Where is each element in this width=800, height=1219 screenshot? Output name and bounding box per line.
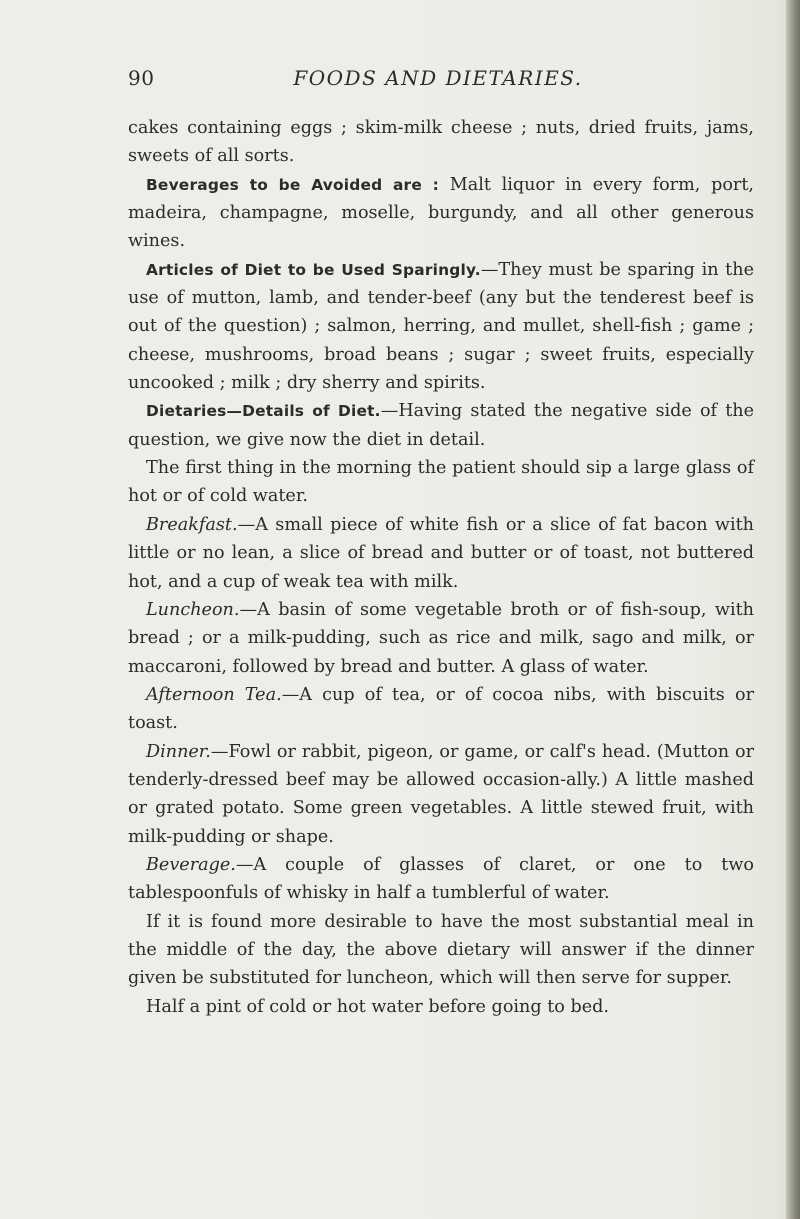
running-title: FOODS AND DIETARIES. — [293, 66, 583, 90]
paragraph: Beverage.—A couple of glasses of claret, or one to two tablespoonfuls of whisky in half a tumblerful of water. — [128, 854, 754, 904]
page-edge — [786, 0, 800, 1219]
meal-label: Afternoon Tea. — [146, 684, 282, 705]
run-in-heading: Articles of Diet to be Used Sparingly. — [146, 260, 481, 279]
paragraph: Afternoon Tea.—A cup of tea, or of cocoa nibs, with biscuits or toast. — [128, 684, 755, 734]
paragraph: Dietaries—Details of Diet.—Having stated the negative side of the question, we give now the diet in detail. — [128, 401, 755, 450]
meal-label: Dinner. — [146, 741, 211, 762]
paragraph: Articles of Diet to be Used Sparingly.—They must be sparing in the use of mutton, lamb, and tender-beef (any but the tenderest beef is out of the question) ; salmon, herring, and mullet, shell-fish ; game ; cheese, mushrooms, broad beans ; sugar ; sweet fruits, especially uncooked ; milk ; dry sherry and spirits. — [128, 259, 754, 394]
page-number: 90 — [128, 66, 155, 90]
paragraph: Dinner.—Fowl or rabbit, pigeon, or game, or calf's head. (Mutton or tenderly-dressed beef may be allowed occasion-ally.) A little mashed or grated potato. Some green vegetables. A little stewed fruit, with milk-pudding or shape. — [128, 741, 754, 847]
run-in-heading: Dietaries—Details of Diet. — [146, 402, 381, 421]
meal-label: Luncheon. — [146, 599, 240, 620]
run-in-heading: Beverages to be Avoided are : — [146, 175, 439, 194]
paragraph: Breakfast.—A small piece of white fish or a slice of fat bacon with little or no lean, a slice of bread and butter or of toast, not buttered hot, and a cup of weak tea with milk. — [128, 514, 754, 592]
paragraph: Luncheon.—A basin of some vegetable broth or of fish-soup, with bread ; or a milk-pudding, such as rice and milk, sago and milk, or maccaroni, followed by bread and butter. A glass of water. — [128, 599, 754, 677]
body-text — [128, 114, 754, 1021]
paragraph: If it is found more desirable to have the most substantial meal in the middle of the day, the above dietary will answer if the dinner given be substituted for luncheon, which will then serve for supper. — [128, 911, 754, 989]
paragraph: cakes containing eggs ; skim-milk cheese ; nuts, dried fruits, jams, sweets of all sorts. — [128, 118, 754, 167]
paragraph: The first thing in the morning the patient should sip a large glass of hot or of cold water. — [128, 458, 754, 507]
paragraph: Beverages to be Avoided are : Malt liquor in every form, port, madeira, champagne, moselle, burgundy, and all other generous wines. — [128, 174, 754, 252]
meal-label: Breakfast. — [146, 514, 238, 535]
meal-label: Beverage. — [146, 854, 236, 875]
paragraph: Half a pint of cold or hot water before going to bed. — [146, 996, 610, 1017]
